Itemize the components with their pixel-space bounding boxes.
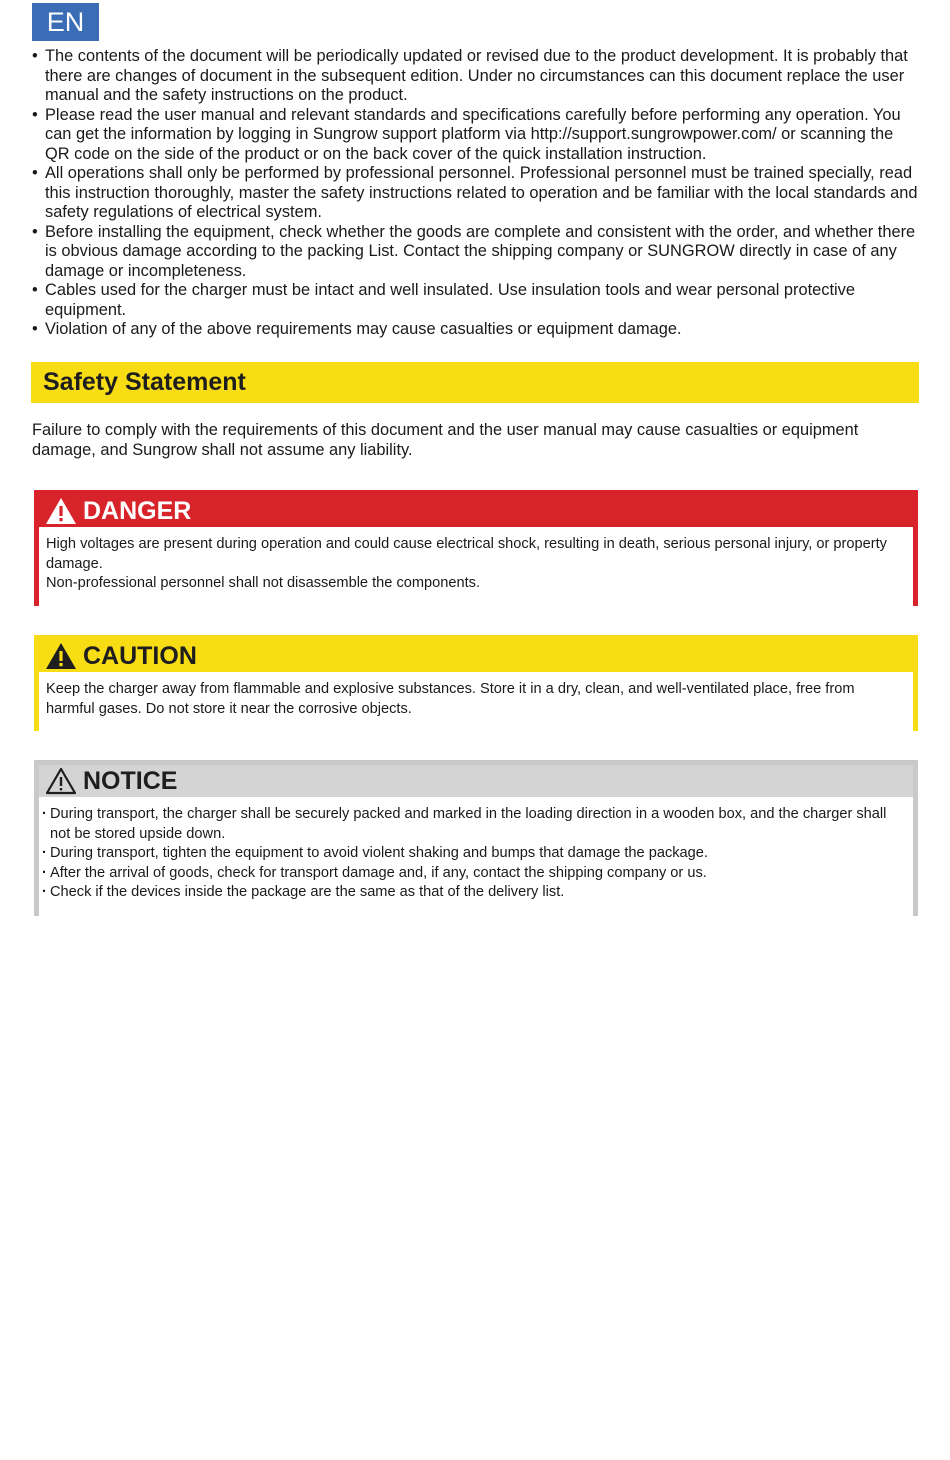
intro-list <box>32 47 922 340</box>
caution-label: CAUTION <box>83 642 197 670</box>
danger-body <box>39 527 913 609</box>
intro-item: • Cables used for the charger must be intact and well insulated. Use insulation tools and wear personal protective equipment. <box>32 281 922 320</box>
notice-item: · During transport, tighten the equipment to avoid violent shaking and bumps that damage the package. <box>42 844 907 864</box>
danger-text: Non-professional personnel shall not disassemble the components. <box>46 575 481 591</box>
notice-list <box>42 805 907 903</box>
caution-text: Keep the charger away from flammable and explosive substances. Store it in a dry, clean, and well-ventilated place, free from harmful gases. Do not store it near the corrosive objects. <box>46 681 855 717</box>
notice-body <box>39 797 913 919</box>
warning-triangle-icon <box>45 497 77 525</box>
warning-triangle-icon <box>45 642 77 670</box>
warning-triangle-outline-icon <box>45 767 77 795</box>
danger-header <box>39 495 913 527</box>
caution-header <box>39 640 913 672</box>
danger-label: DANGER <box>83 497 192 525</box>
danger-text: High voltages are present during operation and could cause electrical shock, resulting in death, serious personal injury, or property damage. <box>46 536 887 572</box>
notice-item: · After the arrival of goods, check for transport damage and, if any, contact the shipping company or us. <box>42 864 907 884</box>
caution-box <box>34 635 918 731</box>
notice-label: NOTICE <box>83 767 178 795</box>
intro-item: • All operations shall only be performed by professional personnel. Professional personnel must be trained specially, read this instruction thoroughly, master the safety instructions related to operation and be familiar with the local standards and safety regulations of electrical system. <box>32 164 922 223</box>
language-badge: EN <box>32 3 99 41</box>
notice-header <box>39 765 913 797</box>
caution-body <box>39 672 913 738</box>
intro-item: • Please read the user manual and relevant standards and specifications carefully before performing any operation. You can get the information by logging in Sungrow support platform via http://support.sungrowpower.com/ or scanning the QR code on the side of the product or on the back cover of the quick installation instruction. <box>32 106 922 165</box>
notice-item: · During transport, the charger shall be securely packed and marked in the loading direction in a wooden box, and the charger shall not be stored upside down. <box>42 805 907 844</box>
intro-item: • Violation of any of the above requirements may cause casualties or equipment damage. <box>32 320 922 340</box>
section-header <box>31 362 919 403</box>
notice-box <box>34 760 918 916</box>
intro-item: • Before installing the equipment, check whether the goods are complete and consistent with the order, and whether there is obvious damage according to the packing List. Contact the shipping company or SUNGROW directly in case of any damage or incompleteness. <box>32 223 922 282</box>
danger-box <box>34 490 918 606</box>
section-title: Safety Statement <box>43 368 246 396</box>
intro-item: • The contents of the document will be periodically updated or revised due to the product development. It is probably that there are changes of document in the subsequent edition. Under no circumstances can this document replace the user manual and the safety instructions on the product. <box>32 47 922 106</box>
notice-item: · Check if the devices inside the package are the same as that of the delivery list. <box>42 883 907 903</box>
safety-statement-text: Failure to comply with the requirements of this document and the user manual may cause casualties or equipment damage, and Sungrow shall not assume any liability. <box>32 421 859 459</box>
